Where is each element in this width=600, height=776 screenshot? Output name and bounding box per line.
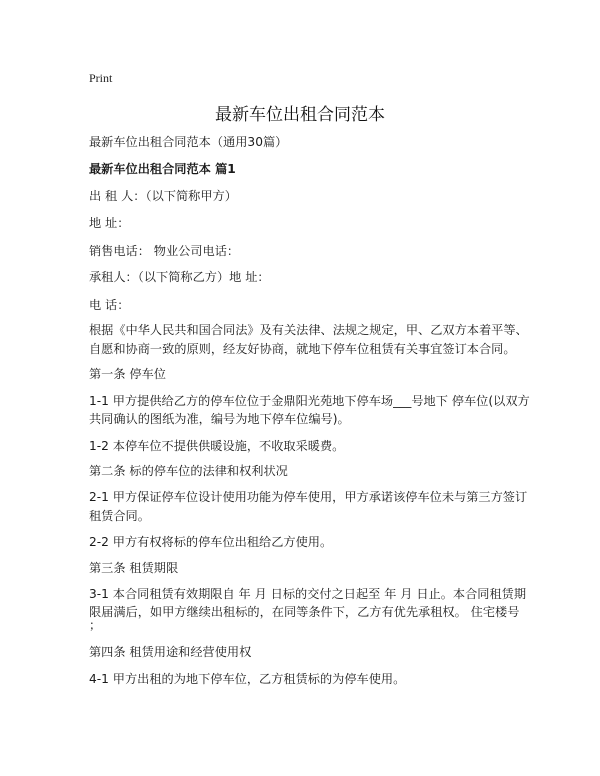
article-3-title: 第三条 租赁期限 <box>89 561 179 575</box>
article-2-2: 2-2 甲方有权将标的停车位出租给乙方使用。 <box>89 535 333 549</box>
preamble-line-2: 自愿和协商一致的原则，经友好协商，就地下停车位租赁有关事宜签订本合同。 <box>89 342 516 356</box>
article-3-1-line-1: 3-1 本合同租赁有效期限自 年 月 日标的交付之日起至 年 月 日止。本合同租赁期 <box>89 587 527 601</box>
section-heading: 最新车位出租合同范本 篇1 <box>89 162 236 176</box>
lessor-line: 出 租 人：（以下简称甲方） <box>89 189 237 203</box>
article-3-1-line-3: ； <box>89 618 102 632</box>
article-2-1-line-2: 租赁合同。 <box>89 509 150 523</box>
article-3-1-line-2: 限届满后，如甲方继续出租标的，在同等条件下，乙方有优先承租权。 住宅楼号 <box>89 605 520 619</box>
article-1-1-line-2: 共同确认的图纸为准，编号为地下停车位编号)。 <box>89 412 350 426</box>
article-1-2: 1-2 本停车位不提供供暖设施，不收取采暖费。 <box>89 439 345 453</box>
article-4-title: 第四条 租赁用途和经营使用权 <box>89 645 252 659</box>
address-line: 地 址： <box>89 216 130 230</box>
article-2-1-line-1: 2-1 甲方保证停车位设计使用功能为停车使用，甲方承诺该停车位未与第三方签订 <box>89 490 528 504</box>
phone-line: 销售电话： 物业公司电话： <box>89 244 240 258</box>
article-1-title: 第一条 停车位 <box>89 367 166 381</box>
subtitle: 最新车位出租合同范本（通用30篇） <box>89 135 288 149</box>
print-label[interactable]: Print <box>89 71 113 85</box>
article-4-1: 4-1 甲方出租的为地下停车位，乙方租赁标的为停车使用。 <box>89 672 406 686</box>
article-1-1-line-1: 1-1 甲方提供给乙方的停车位位于金鼎阳光苑地下停车场___号地下 停车位(以双方 <box>89 394 530 408</box>
preamble-line-1: 根据《中华人民共和国合同法》及有关法律、法规之规定，甲、乙双方本着平等、 <box>89 323 528 337</box>
tel-line: 电 话： <box>89 298 130 312</box>
document-title: 最新车位出租合同范本 <box>215 105 385 125</box>
article-2-title: 第二条 标的停车位的法律和权利状况 <box>89 464 288 478</box>
lessee-line: 承租人：（以下简称乙方）地 址： <box>89 270 270 284</box>
